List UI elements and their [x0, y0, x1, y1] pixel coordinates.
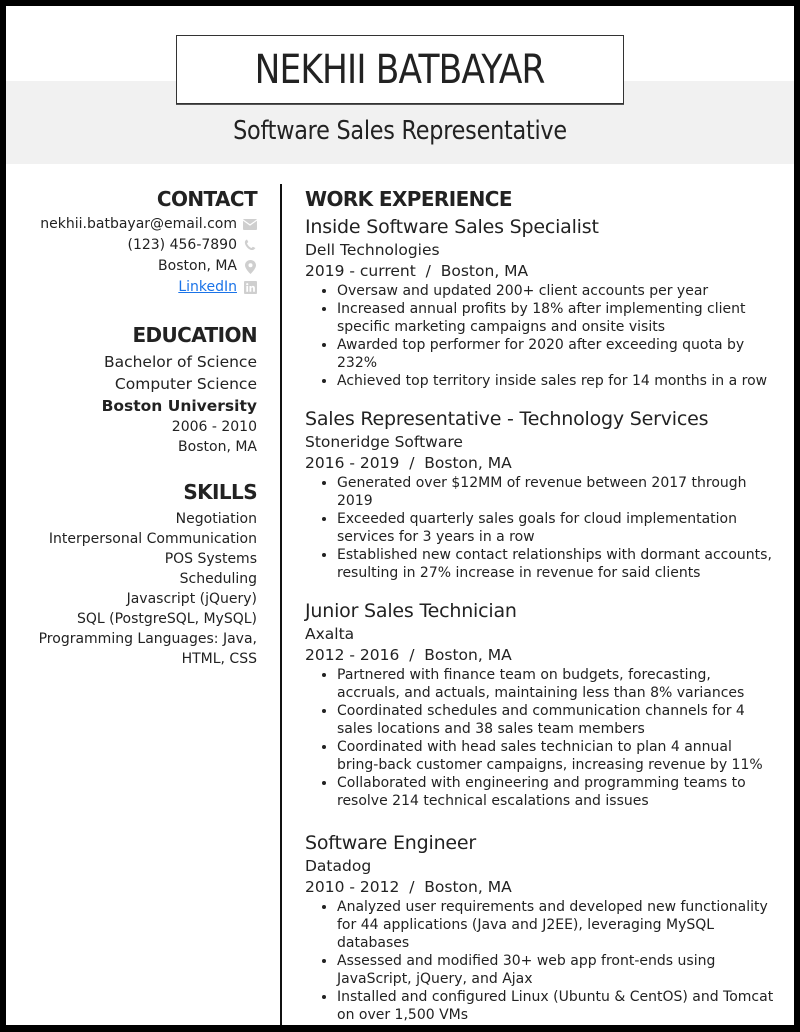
education-location: Boston, MA [178, 439, 257, 455]
job-company: Stoneridge Software [305, 433, 463, 451]
left-column [6, 184, 257, 669]
job-title: Software Engineer [305, 832, 477, 854]
job-bullets [305, 474, 775, 582]
skill-item: Javascript (jQuery) [126, 591, 257, 607]
column-divider [280, 184, 282, 1025]
job-entry [305, 406, 775, 582]
skill-item: HTML, CSS [181, 651, 257, 667]
skill-item: Negotiation [175, 511, 257, 527]
resume-page [6, 6, 794, 1025]
contact-linkedin [6, 277, 257, 298]
bullet: • Coordinated with head sales technician to plan 4 annual bring-back customer campaigns, increasing revenue by 11% [337, 738, 775, 774]
bullet: • Exceeded quarterly sales goals for cloud implementation services for 3 years in a row [337, 510, 775, 546]
linkedin-icon [243, 281, 257, 295]
skill-item: Scheduling [179, 571, 257, 587]
job-dates: 2019 - current / Boston, MA [305, 262, 529, 280]
job-title: Sales Representative - Technology Services [305, 408, 709, 430]
bullet: • Installed and configured Linux (Ubuntu & CentOS) and Tomcat on over 1,500 VMs [337, 988, 775, 1024]
skills-heading: SKILLS [183, 480, 257, 504]
job-bullets [305, 898, 775, 1024]
skill-item: SQL (PostgreSQL, MySQL) [77, 611, 257, 627]
contact-heading: CONTACT [156, 187, 257, 211]
education-heading: EDUCATION [132, 323, 257, 347]
bullet: • Generated over $12MM of revenue between 2017 through 2019 [337, 474, 775, 510]
education-block [6, 351, 257, 457]
job-company: Axalta [305, 625, 355, 643]
education-degree: Bachelor of Science [103, 353, 257, 371]
job-entry [305, 214, 775, 390]
education-major: Computer Science [114, 375, 257, 393]
job-company: Dell Technologies [305, 241, 440, 259]
candidate-name: NEKHII BATBAYAR [255, 46, 545, 93]
email-text: nekhii.batbayar@email.com [40, 216, 237, 232]
bullet: • Established new contact relationships with dormant accounts, resulting in 27% increase in revenue for said clients [337, 546, 775, 582]
bullet: • Collaborated with engineering and programming teams to resolve 214 technical escalations and issues [337, 774, 775, 810]
job-dates: 2010 - 2012 / Boston, MA [305, 878, 512, 896]
bullet: • Assessed and modified 30+ web app front-ends using JavaScript, jQuery, and Ajax [337, 952, 775, 988]
bullet: • Partnered with finance team on budgets, forecasting, accruals, and actuals, maintaining less than 8% variances [337, 666, 775, 702]
job-dates: 2016 - 2019 / Boston, MA [305, 454, 512, 472]
skill-item: POS Systems [164, 551, 257, 567]
contact-email [6, 214, 257, 235]
location-text: Boston, MA [158, 258, 237, 274]
job-title: Inside Software Sales Specialist [305, 216, 599, 238]
work-heading: WORK EXPERIENCE [305, 187, 512, 211]
education-school: Boston University [101, 397, 257, 415]
job-entry [305, 598, 775, 810]
education-years: 2006 - 2010 [171, 419, 257, 435]
contact-phone [6, 235, 257, 256]
contact-list [6, 214, 257, 298]
bullet: • Awarded top performer for 2020 after exceeding quota by 232% [337, 336, 775, 372]
job-title: Junior Sales Technician [305, 600, 517, 622]
job-bullets [305, 282, 775, 390]
job-dates: 2012 - 2016 / Boston, MA [305, 646, 512, 664]
bullet: • Analyzed user requirements and developed new functionality for 44 applications (Java and J2EE), leveraging MySQL databases [337, 898, 775, 952]
job-company: Datadog [305, 857, 372, 875]
right-column [305, 184, 775, 1024]
phone-text: (123) 456-7890 [127, 237, 237, 253]
location-pin-icon [243, 260, 257, 274]
job-bullets [305, 666, 775, 810]
linkedin-link[interactable]: LinkedIn [178, 279, 237, 295]
skill-item: Programming Languages: Java, [38, 631, 257, 647]
contact-location [6, 256, 257, 277]
skill-item: Interpersonal Communication [48, 531, 257, 547]
job-entry [305, 830, 775, 1024]
name-box [176, 35, 624, 104]
bullet: • Increased annual profits by 18% after implementing client specific marketing campaigns and onsite visits [337, 300, 775, 336]
bullet: • Oversaw and updated 200+ client accounts per year [337, 282, 775, 300]
envelope-icon [243, 218, 257, 232]
candidate-title: Software Sales Representative [233, 116, 567, 146]
skills-list [6, 509, 257, 669]
bullet: • Coordinated schedules and communication channels for 4 sales locations and 38 sales team members [337, 702, 775, 738]
bullet: • Achieved top territory inside sales rep for 14 months in a row [337, 372, 775, 390]
phone-icon [243, 239, 257, 253]
